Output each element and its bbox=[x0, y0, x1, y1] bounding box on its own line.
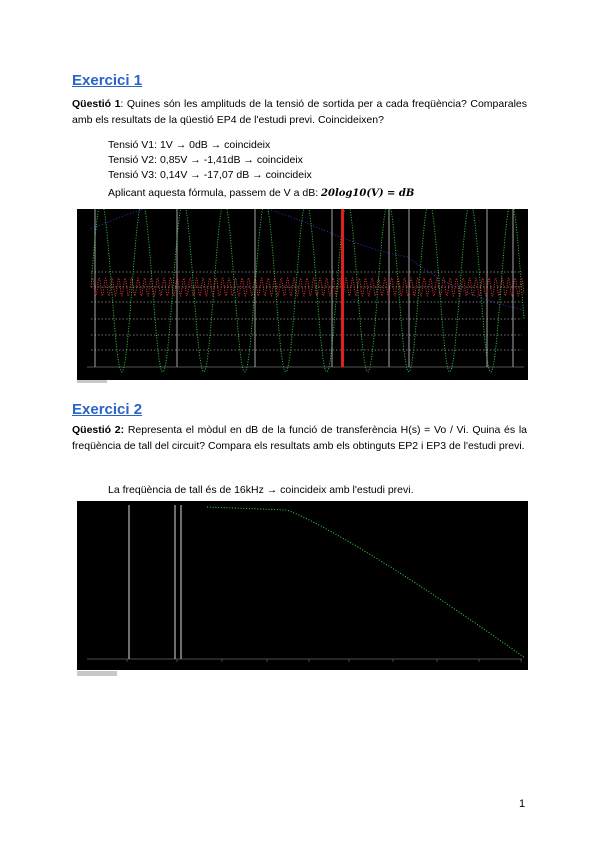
question1-text: : Quines són les amplituds de la tensió de sortida per a cada freqüència? Comparales amb els resultats de la qüestió EP4 de l'estudi previ. Coincideixen? bbox=[72, 98, 527, 126]
exercise2-question bbox=[72, 422, 527, 454]
page-number: 1 bbox=[519, 798, 526, 810]
transient-waveform-image bbox=[77, 209, 528, 380]
question2-text: Representa el mòdul en dB de la funció de transferència H(s) = Vo / Vi. Quina és la freqüència de tall del circuit? Compara els resultats amb els obtinguts EP2 i EP3 de l'estudi previ. bbox=[72, 424, 527, 452]
exercise2-answer: La freqüència de tall és de 16kHz → coincideix amb l'estudi previ. bbox=[108, 484, 414, 496]
formula-intro: Aplicant aquesta fórmula, passem de V a dB: bbox=[108, 187, 319, 199]
oscilloscope-plot-transient bbox=[77, 209, 528, 380]
answer-v2: Tensió V2: 0,85V → -1,41dB → coincideix bbox=[108, 154, 303, 166]
scope1-status-strip bbox=[77, 380, 107, 383]
exercise1-heading: Exercici 1 bbox=[72, 72, 143, 89]
blue-trace bbox=[91, 209, 524, 310]
scope2-status-strip bbox=[77, 671, 117, 676]
question2-label: Qüestió 2: bbox=[72, 424, 125, 436]
frequency-response-image bbox=[77, 501, 528, 670]
red-cursor bbox=[341, 209, 344, 367]
question1-label: Qüestió 1 bbox=[72, 98, 121, 110]
exercise1-question bbox=[72, 96, 527, 128]
magnitude-trace bbox=[207, 507, 524, 657]
bode-magnitude-plot bbox=[77, 501, 528, 670]
exercise2-heading: Exercici 2 bbox=[72, 401, 143, 418]
formula-line bbox=[108, 186, 414, 202]
answer-v3: Tensió V3: 0,14V → -17,07 dB → coincideix bbox=[108, 169, 312, 181]
answer-v1: Tensió V1: 1V → 0dB → coincideix bbox=[108, 139, 271, 151]
db-formula: 20log10(V) = dB bbox=[321, 188, 415, 199]
green-trace bbox=[91, 209, 524, 372]
